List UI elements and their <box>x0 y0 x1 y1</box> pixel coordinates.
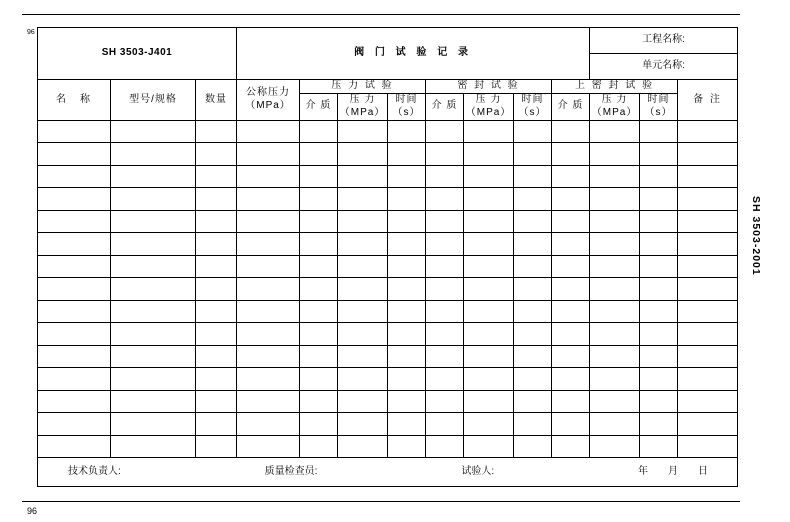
col-pressure-time: 时间 （s） <box>388 93 426 120</box>
table-cell[interactable] <box>300 345 338 368</box>
table-cell[interactable] <box>338 120 388 143</box>
table-cell[interactable] <box>111 368 196 391</box>
table-cell[interactable] <box>38 368 111 391</box>
table-cell[interactable] <box>640 255 678 278</box>
table-cell[interactable] <box>196 233 237 256</box>
project-name-cell[interactable]: 工程名称: <box>590 28 738 54</box>
table-cell[interactable] <box>196 368 237 391</box>
table-cell[interactable] <box>514 210 552 233</box>
table-row <box>38 210 738 233</box>
table-cell[interactable] <box>464 255 514 278</box>
table-cell[interactable] <box>338 255 388 278</box>
table-cell[interactable] <box>590 120 640 143</box>
table-cell[interactable] <box>552 435 590 458</box>
table-row <box>38 165 738 188</box>
table-cell[interactable] <box>464 143 514 166</box>
table-cell[interactable] <box>640 435 678 458</box>
table-cell[interactable] <box>338 390 388 413</box>
table-cell[interactable] <box>464 390 514 413</box>
table-row <box>38 368 738 391</box>
table-cell[interactable] <box>678 390 738 413</box>
table-cell[interactable] <box>464 300 514 323</box>
table-cell[interactable] <box>640 345 678 368</box>
page-top-rule <box>22 14 740 15</box>
col-pressure-medium: 介 质 <box>300 93 338 120</box>
table-cell[interactable] <box>464 210 514 233</box>
table-row <box>38 255 738 278</box>
table-cell[interactable] <box>111 278 196 301</box>
table-cell[interactable] <box>388 188 426 211</box>
table-cell[interactable] <box>338 435 388 458</box>
table-cell[interactable] <box>300 368 338 391</box>
table-cell[interactable] <box>111 323 196 346</box>
table-cell[interactable] <box>388 165 426 188</box>
table-cell[interactable] <box>338 323 388 346</box>
footer-tech-lead[interactable]: 技术负责人: <box>68 465 121 477</box>
table-cell[interactable] <box>388 233 426 256</box>
table-cell[interactable] <box>388 210 426 233</box>
table-cell[interactable] <box>196 390 237 413</box>
table-cell[interactable] <box>552 278 590 301</box>
table-cell[interactable] <box>196 255 237 278</box>
table-cell[interactable] <box>552 233 590 256</box>
table-cell[interactable] <box>388 345 426 368</box>
table-cell[interactable] <box>388 278 426 301</box>
table-cell[interactable] <box>237 233 300 256</box>
table-cell[interactable] <box>678 413 738 436</box>
col-upper-seal-pressure: 压 力 （MPa） <box>590 93 640 120</box>
table-cell[interactable] <box>678 323 738 346</box>
table-cell[interactable] <box>300 435 338 458</box>
table-cell[interactable] <box>514 233 552 256</box>
col-upper-seal-time: 时间 （s） <box>640 93 678 120</box>
table-cell[interactable] <box>237 390 300 413</box>
footer-date[interactable]: 年 月 日 <box>638 465 714 477</box>
table-cell[interactable] <box>426 345 464 368</box>
table-cell[interactable] <box>426 413 464 436</box>
footer-cell <box>38 458 738 487</box>
table-cell[interactable] <box>590 323 640 346</box>
table-row <box>38 278 738 301</box>
footer-inspector[interactable]: 质量检查员: <box>264 465 318 477</box>
table-cell[interactable] <box>237 300 300 323</box>
page-bottom-rule <box>22 501 740 502</box>
col-pressure-value: 压 力 （MPa） <box>338 93 388 120</box>
table-row <box>38 143 738 166</box>
table-cell[interactable] <box>111 390 196 413</box>
table-cell[interactable] <box>426 300 464 323</box>
table-cell[interactable] <box>552 368 590 391</box>
table-cell[interactable] <box>464 233 514 256</box>
table-cell[interactable] <box>388 435 426 458</box>
table-row <box>38 120 738 143</box>
table-cell[interactable] <box>426 188 464 211</box>
form-header-row-1 <box>38 28 738 54</box>
table-cell[interactable] <box>388 413 426 436</box>
table-cell[interactable] <box>111 413 196 436</box>
table-cell[interactable] <box>552 143 590 166</box>
table-cell[interactable] <box>514 188 552 211</box>
table-cell[interactable] <box>196 278 237 301</box>
table-cell[interactable] <box>678 210 738 233</box>
table-cell[interactable] <box>111 143 196 166</box>
table-cell[interactable] <box>678 278 738 301</box>
table-cell[interactable] <box>464 345 514 368</box>
table-cell[interactable] <box>38 165 111 188</box>
table-cell[interactable] <box>590 143 640 166</box>
page-number-bottom: 96 <box>27 506 38 516</box>
table-cell[interactable] <box>678 143 738 166</box>
table-cell[interactable] <box>426 233 464 256</box>
table-cell[interactable] <box>426 435 464 458</box>
table-row <box>38 390 738 413</box>
table-cell[interactable] <box>590 345 640 368</box>
table-cell[interactable] <box>678 188 738 211</box>
table-cell[interactable] <box>300 278 338 301</box>
table-cell[interactable] <box>514 368 552 391</box>
table-cell[interactable] <box>640 233 678 256</box>
table-cell[interactable] <box>640 143 678 166</box>
table-cell[interactable] <box>514 165 552 188</box>
form-data-rows <box>38 120 738 458</box>
table-cell[interactable] <box>514 435 552 458</box>
valve-test-record-form <box>37 27 738 487</box>
table-cell[interactable] <box>338 368 388 391</box>
col-remark: 备 注 <box>678 80 738 121</box>
table-cell[interactable] <box>678 255 738 278</box>
table-cell[interactable] <box>338 188 388 211</box>
table-cell[interactable] <box>514 120 552 143</box>
table-cell[interactable] <box>237 345 300 368</box>
table-cell[interactable] <box>678 233 738 256</box>
table-cell[interactable] <box>590 413 640 436</box>
table-cell[interactable] <box>338 413 388 436</box>
table-cell[interactable] <box>300 143 338 166</box>
table-cell[interactable] <box>196 345 237 368</box>
table-row <box>38 345 738 368</box>
table-cell[interactable] <box>552 188 590 211</box>
table-cell[interactable] <box>300 120 338 143</box>
table-cell[interactable] <box>237 120 300 143</box>
table-cell[interactable] <box>111 120 196 143</box>
table-cell[interactable] <box>514 300 552 323</box>
table-cell[interactable] <box>426 390 464 413</box>
table-cell[interactable] <box>640 323 678 346</box>
col-seal-pressure: 压 力 （MPa） <box>464 93 514 120</box>
table-cell[interactable] <box>514 390 552 413</box>
table-cell[interactable] <box>426 323 464 346</box>
table-cell[interactable] <box>678 300 738 323</box>
table-cell[interactable] <box>237 368 300 391</box>
table-cell[interactable] <box>640 390 678 413</box>
table-cell[interactable] <box>590 165 640 188</box>
table-cell[interactable] <box>237 188 300 211</box>
table-cell[interactable] <box>38 390 111 413</box>
table-cell[interactable] <box>388 143 426 166</box>
table-row <box>38 435 738 458</box>
table-cell[interactable] <box>464 435 514 458</box>
table-cell[interactable] <box>196 413 237 436</box>
table-cell[interactable] <box>640 165 678 188</box>
table-cell[interactable] <box>388 390 426 413</box>
table-cell[interactable] <box>237 435 300 458</box>
table-cell[interactable] <box>590 368 640 391</box>
table-cell[interactable] <box>590 210 640 233</box>
table-cell[interactable] <box>552 210 590 233</box>
table-cell[interactable] <box>196 143 237 166</box>
table-cell[interactable] <box>552 413 590 436</box>
col-nominal-pressure: 公称压力 （MPa） <box>237 80 300 121</box>
table-cell[interactable] <box>388 120 426 143</box>
table-cell[interactable] <box>196 300 237 323</box>
table-cell[interactable] <box>426 165 464 188</box>
col-name: 名 称 <box>38 80 111 121</box>
col-group-seal-test: 密 封 试 验 <box>426 80 552 94</box>
table-cell[interactable] <box>237 255 300 278</box>
table-cell[interactable] <box>640 120 678 143</box>
table-cell[interactable] <box>552 345 590 368</box>
table-cell[interactable] <box>464 413 514 436</box>
table-cell[interactable] <box>338 278 388 301</box>
table-cell[interactable] <box>464 120 514 143</box>
col-group-pressure-test: 压 力 试 验 <box>300 80 426 94</box>
table-cell[interactable] <box>552 255 590 278</box>
table-cell[interactable] <box>640 278 678 301</box>
table-cell[interactable] <box>300 323 338 346</box>
table-cell[interactable] <box>38 188 111 211</box>
table-cell[interactable] <box>464 188 514 211</box>
table-cell[interactable] <box>678 435 738 458</box>
table-cell[interactable] <box>300 255 338 278</box>
table-cell[interactable] <box>590 278 640 301</box>
footer-tester[interactable]: 试验人: <box>461 465 495 477</box>
col-quantity: 数量 <box>196 80 237 121</box>
table-cell[interactable] <box>338 233 388 256</box>
table-cell[interactable] <box>38 255 111 278</box>
table-cell[interactable] <box>196 435 237 458</box>
table-cell[interactable] <box>300 233 338 256</box>
table-cell[interactable] <box>590 300 640 323</box>
table-cell[interactable] <box>640 210 678 233</box>
table-row <box>38 323 738 346</box>
table-cell[interactable] <box>338 165 388 188</box>
col-seal-time: 时间 （s） <box>514 93 552 120</box>
table-cell[interactable] <box>338 210 388 233</box>
table-cell[interactable] <box>38 323 111 346</box>
table-cell[interactable] <box>552 300 590 323</box>
table-cell[interactable] <box>514 255 552 278</box>
table-cell[interactable] <box>38 435 111 458</box>
col-upper-seal-medium: 介 质 <box>552 93 590 120</box>
table-cell[interactable] <box>237 323 300 346</box>
table-cell[interactable] <box>38 233 111 256</box>
table-cell[interactable] <box>237 143 300 166</box>
table-cell[interactable] <box>514 345 552 368</box>
table-cell[interactable] <box>552 120 590 143</box>
table-cell[interactable] <box>426 120 464 143</box>
table-cell[interactable] <box>552 390 590 413</box>
table-cell[interactable] <box>237 413 300 436</box>
col-model: 型号/规格 <box>111 80 196 121</box>
table-cell[interactable] <box>464 165 514 188</box>
table-cell[interactable] <box>426 255 464 278</box>
table-cell[interactable] <box>237 278 300 301</box>
table-cell[interactable] <box>38 413 111 436</box>
table-cell[interactable] <box>388 368 426 391</box>
table-cell[interactable] <box>678 345 738 368</box>
table-cell[interactable] <box>590 390 640 413</box>
table-cell[interactable] <box>640 413 678 436</box>
table-cell[interactable] <box>338 143 388 166</box>
table-cell[interactable] <box>514 413 552 436</box>
table-cell[interactable] <box>111 188 196 211</box>
table-cell[interactable] <box>300 188 338 211</box>
table-cell[interactable] <box>590 435 640 458</box>
table-cell[interactable] <box>111 345 196 368</box>
unit-name-cell[interactable]: 单元名称: <box>590 54 738 80</box>
table-cell[interactable] <box>196 210 237 233</box>
table-cell[interactable] <box>300 390 338 413</box>
table-cell[interactable] <box>38 278 111 301</box>
col-seal-medium: 介 质 <box>426 93 464 120</box>
table-cell[interactable] <box>514 143 552 166</box>
table-row <box>38 300 738 323</box>
table-cell[interactable] <box>426 210 464 233</box>
table-cell[interactable] <box>590 233 640 256</box>
table-cell[interactable] <box>237 165 300 188</box>
table-cell[interactable] <box>426 278 464 301</box>
table-cell[interactable] <box>111 255 196 278</box>
table-cell[interactable] <box>514 278 552 301</box>
table-cell[interactable] <box>590 255 640 278</box>
table-cell[interactable] <box>426 143 464 166</box>
table-cell[interactable] <box>196 120 237 143</box>
table-cell[interactable] <box>300 300 338 323</box>
table-cell[interactable] <box>196 323 237 346</box>
table-cell[interactable] <box>300 165 338 188</box>
table-cell[interactable] <box>338 300 388 323</box>
table-cell[interactable] <box>640 300 678 323</box>
table-cell[interactable] <box>388 255 426 278</box>
table-cell[interactable] <box>426 368 464 391</box>
table-cell[interactable] <box>38 210 111 233</box>
table-cell[interactable] <box>590 188 640 211</box>
table-cell[interactable] <box>38 143 111 166</box>
table-cell[interactable] <box>111 300 196 323</box>
table-cell[interactable] <box>678 368 738 391</box>
form-footer-row <box>38 458 738 487</box>
table-cell[interactable] <box>111 435 196 458</box>
table-cell[interactable] <box>514 323 552 346</box>
standard-side-label: SH 3503-2001 <box>750 196 762 276</box>
table-cell[interactable] <box>640 368 678 391</box>
table-cell[interactable] <box>552 165 590 188</box>
table-cell[interactable] <box>300 413 338 436</box>
table-cell[interactable] <box>464 278 514 301</box>
table-row <box>38 413 738 436</box>
table-row <box>38 233 738 256</box>
table-cell[interactable] <box>111 210 196 233</box>
table-cell[interactable] <box>678 165 738 188</box>
table-cell[interactable] <box>38 345 111 368</box>
table-cell[interactable] <box>196 188 237 211</box>
table-cell[interactable] <box>464 323 514 346</box>
table-cell[interactable] <box>196 165 237 188</box>
table-cell[interactable] <box>464 368 514 391</box>
table-cell[interactable] <box>38 120 111 143</box>
table-row <box>38 188 738 211</box>
table-cell[interactable] <box>111 233 196 256</box>
table-cell[interactable] <box>38 300 111 323</box>
form-title-cell: 阀 门 试 验 记 录 <box>237 28 590 80</box>
column-header-row-1 <box>38 80 738 94</box>
table-cell[interactable] <box>388 300 426 323</box>
form-code-cell: SH 3503-J401 <box>38 28 237 80</box>
table-cell[interactable] <box>678 120 738 143</box>
table-cell[interactable] <box>388 323 426 346</box>
table-cell[interactable] <box>111 165 196 188</box>
page-number-top: 96 <box>27 27 35 34</box>
table-cell[interactable] <box>300 210 338 233</box>
col-group-upper-seal-test: 上 密 封 试 验 <box>552 80 678 94</box>
table-cell[interactable] <box>640 188 678 211</box>
table-cell[interactable] <box>552 323 590 346</box>
table-cell[interactable] <box>338 345 388 368</box>
table-cell[interactable] <box>237 210 300 233</box>
